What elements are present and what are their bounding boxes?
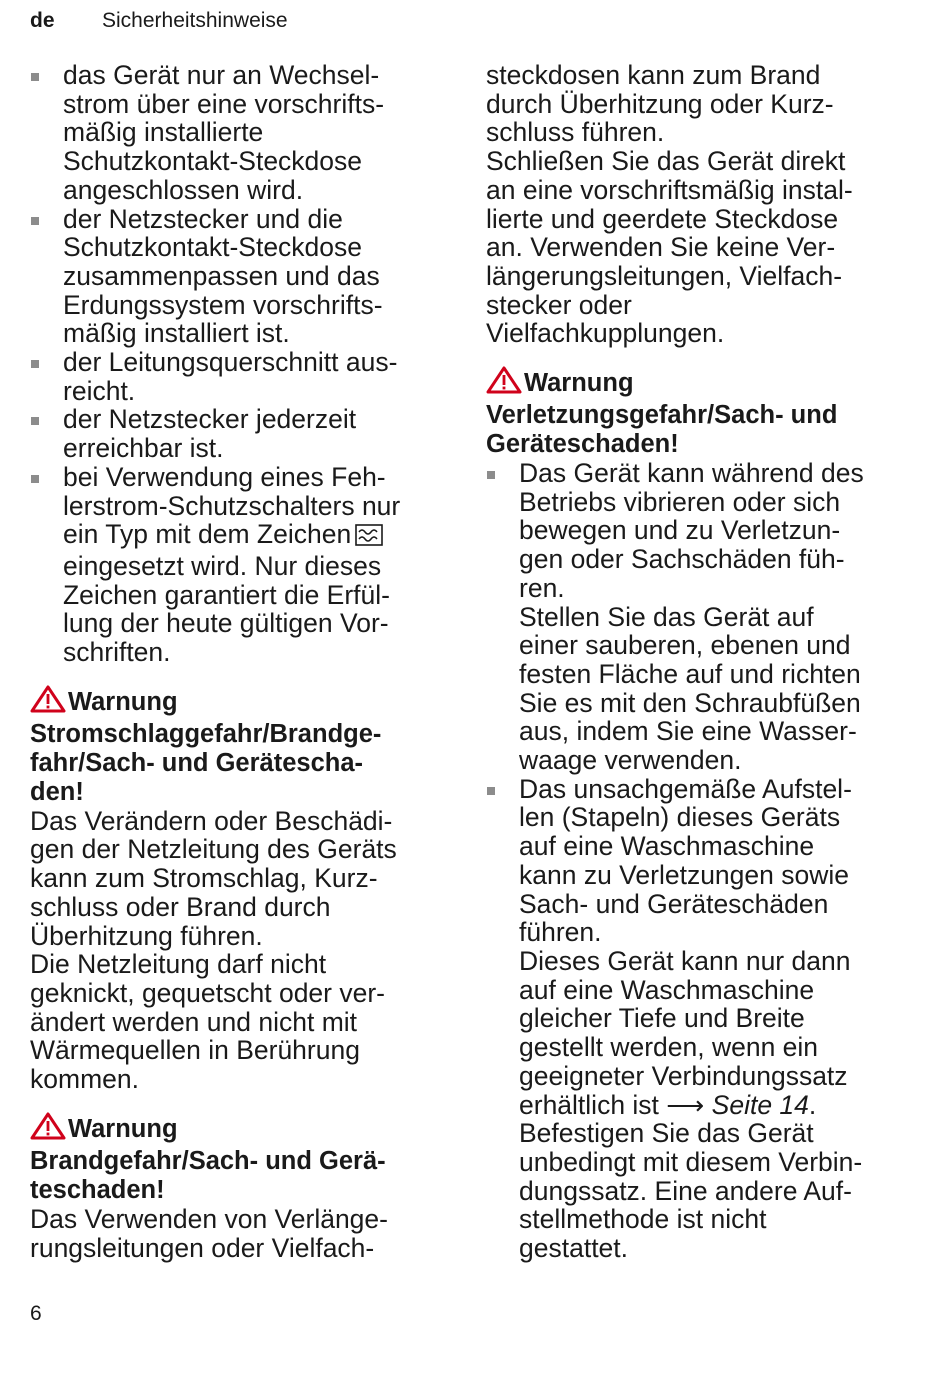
text-line: Stellen Sie das Gerät auf	[519, 601, 814, 632]
warning-label	[30, 685, 450, 720]
warning-label	[486, 366, 916, 401]
warning-triangle-icon	[486, 366, 522, 401]
text-line: der Netzstecker und die	[63, 203, 343, 234]
text-line: Schließen Sie das Gerät direkt	[486, 146, 846, 177]
warning-label-text: Warnung	[524, 369, 634, 398]
text-line: len (Stapeln) dieses Geräts	[519, 802, 841, 833]
text-line: Betriebs vibrieren oder sich	[519, 486, 841, 517]
bullet-square-icon	[31, 360, 39, 368]
warning-body	[30, 807, 450, 1094]
list-item	[30, 348, 450, 405]
text-line: Das Verwenden von Verlänge-	[30, 1203, 388, 1234]
text-line: auf eine Waschmaschine	[519, 974, 815, 1005]
text-line: eingesetzt wird. Nur dieses	[63, 550, 382, 581]
text-line: an. Verwenden Sie keine Ver-	[486, 232, 836, 263]
text-line: durch Überhitzung oder Kurz-	[486, 88, 834, 119]
text-line: bewegen und zu Verletzun-	[519, 515, 841, 546]
text-line: zusammenpassen und das	[63, 260, 380, 291]
text-line: kann zum Stromschlag, Kurz-	[30, 863, 378, 894]
bullet-square-icon	[487, 471, 495, 479]
text-line: ändert werden und nicht mit	[30, 1006, 358, 1037]
text-span: erhältlich ist	[519, 1089, 659, 1120]
text-line: Schutzkontakt-Steckdose	[63, 146, 363, 177]
text-line: gestellt werden, wenn ein	[519, 1032, 819, 1063]
warning-title: Brandgefahr/Sach- und Gerä-	[30, 1146, 386, 1175]
text-line: einer sauberen, ebenen und	[519, 630, 851, 661]
text-line: Überhitzung führen.	[30, 920, 263, 951]
text-line: angeschlossen wird.	[63, 174, 304, 205]
text-line: Schutzkontakt-Steckdose	[63, 232, 363, 263]
warning-label	[30, 1112, 450, 1147]
page-number: 6	[30, 1302, 42, 1325]
text-line: stellmethode ist nicht	[519, 1204, 767, 1235]
text-line: Sie es mit den Schraubfüßen	[519, 687, 861, 718]
bullet-square-icon	[31, 73, 39, 81]
text-line: geknickt, gequetscht oder ver-	[30, 977, 385, 1008]
text-line	[63, 520, 450, 552]
text-line: Erdungssystem vorschrifts-	[63, 289, 383, 320]
text-line: längerungsleitungen, Vielfach-	[486, 260, 843, 291]
text-line: steckdosen kann zum Brand	[486, 60, 821, 90]
warning-title: fahr/Sach- und Geräteschа-	[30, 748, 364, 777]
text-line: dungssatz. Eine andere Auf-	[519, 1175, 852, 1206]
text-line: waage verwenden.	[519, 745, 742, 776]
bullet-square-icon	[487, 787, 495, 795]
page-link[interactable]: Seite 14	[711, 1089, 809, 1120]
list-item	[30, 405, 450, 462]
text-line: aus, indem Sie eine Wasser-	[519, 716, 857, 747]
text-line: Zeichen garantiert die Erfül-	[63, 579, 390, 610]
warning-title: Geräteschaden!	[486, 430, 679, 459]
text-line: schriften.	[63, 637, 171, 668]
text-line: Vielfachkupplungen.	[486, 318, 725, 349]
text-line: erreichbar ist.	[63, 433, 224, 464]
bullet-square-icon	[31, 217, 39, 225]
text-line: lierte und geerdete Steckdose	[486, 203, 839, 234]
page-reference	[519, 1091, 916, 1120]
language-code: de	[30, 9, 55, 32]
text-line: reicht.	[63, 375, 136, 406]
left-column	[30, 61, 450, 1262]
warning-injury	[486, 366, 916, 1263]
text-line: schluss oder Brand durch	[30, 891, 331, 922]
text-line: geeigneter Verbindungssatz	[519, 1060, 848, 1091]
arrow-right-icon: ⟶	[666, 1089, 705, 1120]
warning-title: Verletzungsgefahr/Sach- und	[486, 401, 838, 430]
text-line: rungsleitungen oder Vielfach-	[30, 1232, 375, 1263]
text-line: mäßig installiert ist.	[63, 318, 290, 349]
text-line: lerstrom-Schutzschalters nur	[63, 490, 401, 521]
text-span: .	[808, 1089, 817, 1120]
text-line: Wärmequellen in Berührung	[30, 1035, 360, 1066]
warning-body	[30, 1205, 450, 1262]
text-line: Das Verändern oder Beschädi-	[30, 805, 393, 836]
list-item	[486, 775, 916, 1263]
text-line: auf eine Waschmaschine	[519, 831, 815, 862]
text-line: ren.	[519, 572, 565, 603]
right-column	[486, 61, 916, 1263]
text-line: Dieses Gerät kann nur dann	[519, 945, 851, 976]
text-line: gen der Netzleitung des Geräts	[30, 834, 397, 865]
text-line: unbedingt mit diesem Verbin-	[519, 1146, 863, 1177]
warning-title: teschaden!	[30, 1175, 165, 1204]
text-line: kommen.	[30, 1064, 139, 1095]
warning-title: Stromschlaggefahr/Brandge-	[30, 719, 382, 748]
text-line: Die Netzleitung darf nicht	[30, 949, 327, 980]
warning-fire-continued	[486, 61, 916, 348]
text-line: schluss führen.	[486, 117, 665, 148]
text-line: mäßig installierte	[63, 117, 264, 148]
text-line: das Gerät nur an Wechsel-	[63, 60, 380, 90]
warning-triangle-icon	[30, 685, 66, 720]
warning-title: den!	[30, 777, 84, 806]
bullet-square-icon	[31, 417, 39, 425]
list-item	[30, 205, 450, 349]
warning-electric-shock	[30, 685, 450, 1094]
section-title: Sicherheitshinweise	[102, 9, 288, 32]
warning-fire	[30, 1112, 450, 1262]
text-line: der Netzstecker jederzeit	[63, 404, 357, 435]
text-line: festen Fläche auf und richten	[519, 658, 861, 689]
page-header	[30, 9, 288, 33]
warning-triangle-icon	[30, 1112, 66, 1147]
warning-label-text: Warnung	[68, 687, 178, 716]
text-line: Befestigen Sie das Gerät	[519, 1118, 814, 1149]
text-line: an eine vorschriftsmäßig instal-	[486, 174, 853, 205]
text-line: Das unsachgemäße Aufstel-	[519, 773, 852, 804]
list-item	[486, 459, 916, 775]
text-line: Das Gerät kann während des	[519, 458, 864, 489]
text-line: gleicher Tiefe und Breite	[519, 1003, 805, 1034]
text-line: kann zu Verletzungen sowie	[519, 859, 849, 890]
list-item-rcd	[30, 463, 450, 667]
text-line: lung der heute gültigen Vor-	[63, 608, 389, 639]
text-line: gen oder Sachschäden füh-	[519, 544, 845, 575]
text-line: strom über eine vorschrifts-	[63, 88, 385, 119]
text-span: ein Typ mit dem Zeichen	[63, 519, 352, 550]
text-line: bei Verwendung eines Feh-	[63, 461, 386, 492]
warning-label-text: Warnung	[68, 1114, 178, 1143]
text-line: Sach- und Geräteschäden	[519, 888, 829, 919]
list-item	[30, 61, 450, 205]
text-line: gestattet.	[519, 1233, 629, 1264]
text-line: stecker oder	[486, 289, 632, 320]
text-line: führen.	[519, 917, 602, 948]
rcd-symbol-icon	[355, 523, 383, 552]
bullet-square-icon	[31, 475, 39, 483]
text-line: der Leitungsquerschnitt aus-	[63, 347, 398, 378]
